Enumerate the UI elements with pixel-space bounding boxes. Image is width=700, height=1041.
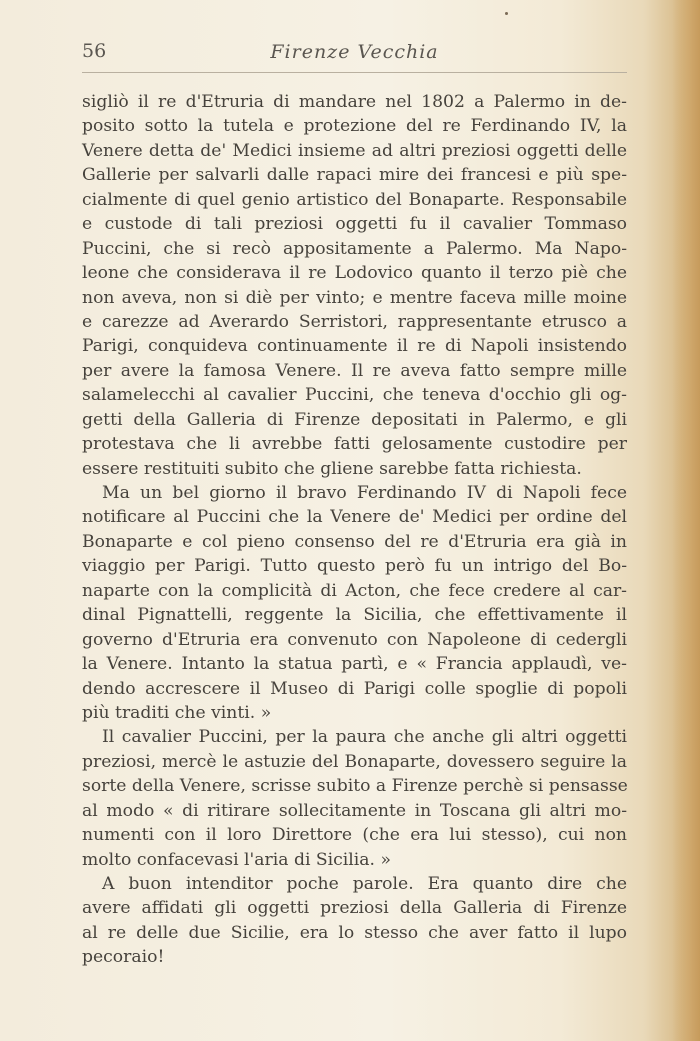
paper-speck [505,12,508,15]
text-line: al re delle due Sicilie, era lo stesso che aver fatto il lupo [82,922,627,943]
text-line: e carezze ad Averardo Serristori, rappresentante etrusco a [82,311,627,332]
text-line: Bonaparte e col pieno consenso del re d'Etruria era già in [82,531,627,552]
text-line: Il cavalier Puccini, per la paura che anche gli altri oggetti [102,727,627,748]
text-line: notificare al Puccini che la Venere de' Medici per ordine del [82,507,627,528]
text-line: A buon intenditor poche parole. Era quanto dire che [102,874,627,894]
text-line: salamelecchi al cavalier Puccini, che teneva d'occhio gli og- [82,385,627,406]
page-header [82,40,627,68]
text-line: protestava che li avrebbe fatti gelosamente custodire per [82,434,627,455]
text-line: viaggio per Parigi. Tutto questo però fu un intrigo del Bo- [82,556,627,577]
text-line: cialmente di quel genio artistico del Bonaparte. Responsabile [82,189,627,210]
text-line: numenti con il loro Direttore (che era lui stesso), cui non [82,825,627,846]
text-line: la Venere. Intanto la statua partì, e « Francia applaudì, ve- [82,654,627,675]
text-line: posito sotto la tutela e protezione del re Ferdinando IV, la [82,116,627,137]
text-line: essere restituiti subito che gliene sarebbe fatta richiesta. [82,458,582,479]
text-line: preziosi, mercè le astuzie del Bonaparte, dovessero seguire la [82,751,627,772]
text-line: più traditi che vinti. » [82,702,272,723]
text-line: governo d'Etruria era convenuto con Napoleone di cedergli [82,629,627,650]
text-line: leone che considerava il re Lodovico quanto il terzo piè che [82,263,627,284]
text-line: Venere detta de' Medici insieme ad altri preziosi oggetti delle [82,140,627,161]
body-text [82,90,627,970]
text-line: molto confacevasi l'aria di Sicilia. » [82,849,391,870]
text-line: dinal Pignattelli, reggente la Sicilia, che effettivamente il [82,605,627,626]
text-line: sorte della Venere, scrisse subito a Firenze perchè si pensasse [82,776,628,797]
text-line: pecoraio! [82,947,165,968]
text-line: Ma un bel giorno il bravo Ferdinando IV di Napoli fece [102,483,627,503]
text-line: naparte con la complicità di Acton, che fece credere al car- [82,580,627,601]
text-line: avere affidati gli oggetti preziosi della Galleria di Firenze [82,898,627,919]
text-line: dendo accrescere il Museo di Parigi colle spoglie di popoli [82,678,627,699]
text-line: sigliò il re d'Etruria di mandare nel 1802 a Palermo in de- [82,92,627,112]
text-line: Puccini, che si recò appositamente a Palermo. Ma Napo- [82,238,627,259]
running-title: Firenze Vecchia [270,41,439,63]
text-line: al modo « di ritirare sollecitamente in Toscana gli altri mo- [82,800,627,821]
header-rule [82,72,627,73]
text-line: Parigi, conquideva continuamente il re di Napoli insistendo [82,336,627,357]
text-line: non aveva, non si diè per vinto; e mentre faceva mille moine [82,287,627,308]
text-line: per avere la famosa Venere. Il re aveva fatto sempre mille [82,360,627,381]
text-line: Gallerie per salvarli dalle rapaci mire dei francesi e più spe- [82,165,627,186]
text-line: e custode di tali preziosi oggetti fu il cavalier Tommaso [82,214,627,235]
page-edge-shadow [672,0,700,1041]
page-number: 56 [82,40,107,62]
text-line: getti della Galleria di Firenze depositati in Palermo, e gli [82,409,627,430]
